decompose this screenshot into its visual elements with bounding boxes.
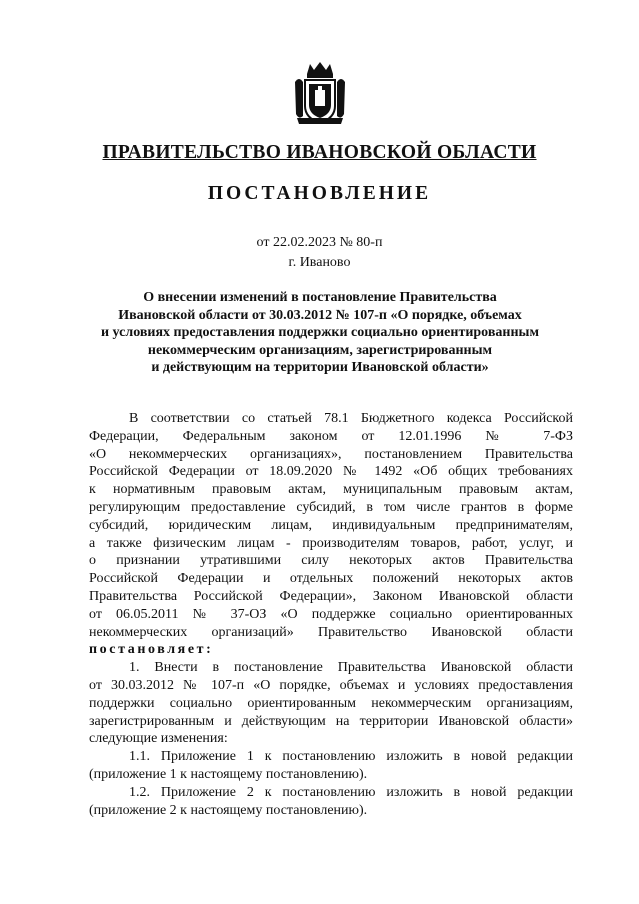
body-line: следующие изменения: bbox=[89, 731, 228, 747]
body-line: о признании утратившими силу некоторых актов Правительства bbox=[89, 553, 573, 569]
body-line: Правительства Российской Федерации», Законом Ивановской области bbox=[89, 588, 573, 604]
resolves-word: постановляет: bbox=[89, 642, 214, 658]
body-line: от 06.05.2011 № 37-ОЗ «О поддержке социально ориентированных bbox=[89, 606, 573, 622]
body-line: субсидий, юридическим лицам, индивидуальным предпринимателям, bbox=[89, 517, 573, 533]
body-line: поддержки социально ориентированным некоммерческим организациям, bbox=[89, 695, 573, 711]
body-line: Российской Федерации от 18.09.2020 № 1492 «Об общих требованиях bbox=[89, 464, 573, 480]
organization-name: ПРАВИТЕЛЬСТВО ИВАНОВСКОЙ ОБЛАСТИ bbox=[102, 142, 537, 163]
body-line: а также физическим лицам - производителям товаров, работ, услуг, и bbox=[89, 535, 573, 551]
coat-of-arms-icon bbox=[293, 60, 347, 126]
body-line: (приложение 2 к настоящему постановлению). bbox=[89, 802, 368, 818]
body-line: 1. Внести в постановление Правительства Ивановской области bbox=[129, 660, 573, 676]
document-title bbox=[70, 289, 570, 377]
body-line: от 30.03.2012 № 107-п «О порядке, объемах и условиях предоставления bbox=[89, 677, 573, 693]
body-line: к нормативным правовым актам, муниципальным правовым актам, bbox=[89, 482, 573, 498]
title-line: Ивановской области от 30.03.2012 № 107-п «О порядке, объемах bbox=[118, 307, 522, 323]
title-line: О внесении изменений в постановление Правительства bbox=[143, 290, 497, 305]
title-line: некоммерческим организациям, зарегистрированным bbox=[147, 342, 493, 358]
body-line: 1.1. Приложение 1 к постановлению изложить в новой редакции bbox=[129, 749, 573, 765]
document-body bbox=[89, 410, 573, 819]
body-line: зарегистрированным и действующим на территории Ивановской области» bbox=[89, 713, 573, 729]
body-line: регулирующим предоставление субсидий, в том числе грантов в форме bbox=[89, 499, 573, 515]
body-line: В соответствии со статьей 78.1 Бюджетного кодекса Российской bbox=[129, 411, 573, 426]
body-line: «О некоммерческих организациях», постановлением Правительства bbox=[89, 446, 573, 462]
title-line: и условиях предоставления поддержки социально ориентированным bbox=[100, 325, 539, 340]
body-line: некоммерческих организаций» Правительство Ивановской области bbox=[89, 624, 573, 640]
body-line: Российской Федерации и отдельных положений некоторых актов bbox=[89, 571, 573, 587]
title-line: и действующим на территории Ивановской области» bbox=[151, 360, 489, 375]
document-city: г. Иваново bbox=[288, 255, 351, 270]
document-date-number: от 22.02.2023 № 80-п bbox=[256, 235, 383, 250]
document-type: ПОСТАНОВЛЕНИЕ bbox=[207, 183, 432, 204]
body-line: (приложение 1 к настоящему постановлению). bbox=[89, 766, 368, 782]
body-line: 1.2. Приложение 2 к постановлению изложить в новой редакции bbox=[129, 784, 573, 800]
body-line: Федерации, Федеральным законом от 12.01.1996 № 7-ФЗ bbox=[89, 428, 573, 444]
